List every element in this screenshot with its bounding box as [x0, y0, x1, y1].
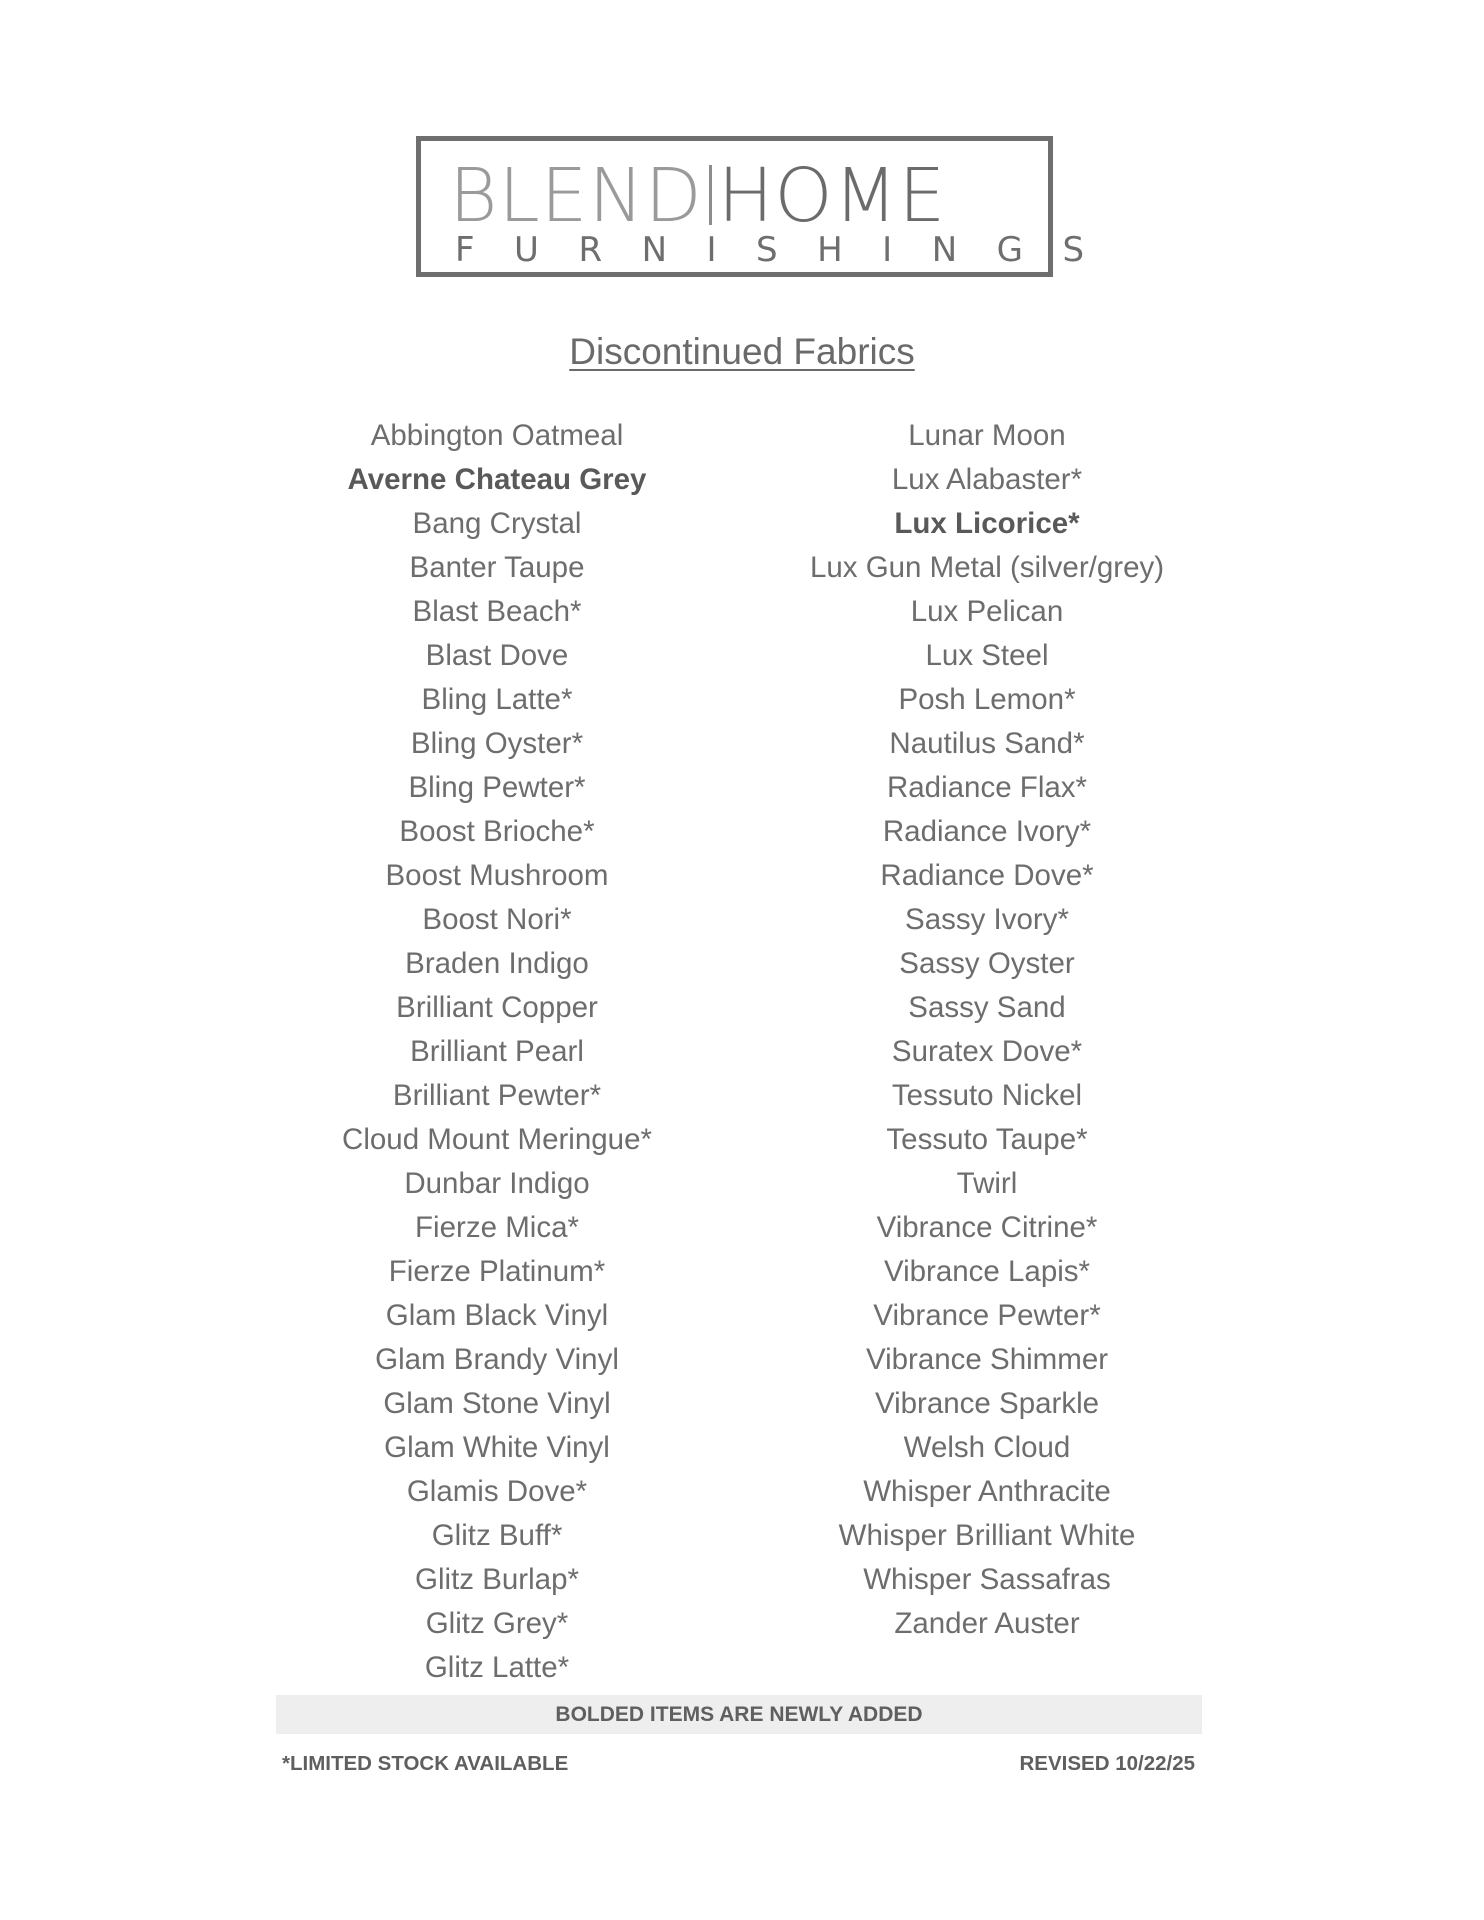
fabric-item: Lunar Moon: [908, 419, 1066, 452]
fabric-item: Fierze Mica*: [415, 1211, 579, 1244]
fabric-item: Brilliant Copper: [396, 991, 598, 1024]
new-items-banner: BOLDED ITEMS ARE NEWLY ADDED: [276, 1695, 1202, 1734]
fabric-item: Glitz Grey*: [425, 1607, 569, 1640]
fabric-item: Bling Latte*: [421, 683, 573, 716]
fabric-item: Glitz Latte*: [424, 1651, 570, 1684]
fabric-item: Tessuto Taupe*: [886, 1123, 1088, 1156]
fabric-item: Twirl: [956, 1167, 1018, 1200]
fabric-list-left: [247, 414, 747, 1690]
fabric-item: Brilliant Pearl: [410, 1035, 584, 1068]
fabric-item: Glam Brandy Vinyl: [375, 1343, 619, 1376]
fabric-item: Blast Beach*: [412, 595, 582, 628]
fabric-item: Whisper Brilliant White: [838, 1519, 1136, 1552]
fabric-item: Vibrance Pewter*: [873, 1299, 1101, 1332]
logo-word-home: HOME: [717, 153, 947, 239]
fabric-item: Sassy Sand: [908, 991, 1066, 1024]
fabric-item: Glitz Buff*: [431, 1519, 563, 1552]
fabric-item: Radiance Dove*: [880, 859, 1094, 892]
fabric-item: Boost Brioche*: [399, 815, 595, 848]
fabric-item: Sassy Ivory*: [905, 903, 1069, 936]
fabric-item: Lux Gun Metal (silver/grey): [809, 551, 1165, 584]
fabric-item: Lux Licorice*: [894, 507, 1080, 540]
fabric-item: Bling Pewter*: [408, 771, 586, 804]
logo-divider: [709, 165, 712, 225]
fabric-item: Zander Auster: [894, 1607, 1080, 1640]
brand-logo: [416, 136, 1124, 277]
fabric-item: Glam Stone Vinyl: [383, 1387, 611, 1420]
fabric-item: Bling Oyster*: [410, 727, 584, 760]
fabric-item: Radiance Ivory*: [882, 815, 1092, 848]
revision-date: REVISED 10/22/25: [1019, 1752, 1195, 1775]
fabric-item: Dunbar Indigo: [404, 1167, 590, 1200]
fabric-item: Vibrance Shimmer: [865, 1343, 1109, 1376]
fabric-item: Fierze Platinum*: [388, 1255, 606, 1288]
fabric-item: Sassy Oyster: [899, 947, 1075, 980]
fabric-item: Lux Alabaster*: [891, 463, 1083, 496]
fabric-item: Braden Indigo: [405, 947, 589, 980]
fabric-item: Lux Pelican: [910, 595, 1064, 628]
limited-stock-note: *LIMITED STOCK AVAILABLE: [282, 1752, 569, 1775]
fabric-item: Radiance Flax*: [886, 771, 1088, 804]
fabric-item: Glamis Dove*: [406, 1475, 588, 1508]
fabric-item: Averne Chateau Grey: [347, 463, 647, 496]
fabric-item: Glitz Burlap*: [415, 1563, 579, 1596]
fabric-item: Posh Lemon*: [898, 683, 1076, 716]
fabric-item: Whisper Sassafras: [863, 1563, 1111, 1596]
fabric-item: Nautilus Sand*: [889, 727, 1085, 760]
fabric-item: Boost Mushroom: [385, 859, 609, 892]
fabric-item: Welsh Cloud: [903, 1431, 1071, 1464]
logo-wordmark: [449, 153, 947, 239]
page-title: Discontinued Fabrics: [569, 331, 915, 372]
fabric-item: Abbington Oatmeal: [370, 419, 624, 452]
fabric-item: Whisper Anthracite: [863, 1475, 1111, 1508]
fabric-item: Vibrance Citrine*: [876, 1211, 1098, 1244]
logo-word-blend: BLEND: [449, 153, 703, 239]
fabric-item: Glam Black Vinyl: [385, 1299, 609, 1332]
fabric-item: Blast Dove: [425, 639, 569, 672]
fabric-item: Boost Nori*: [422, 903, 572, 936]
fabric-item: Vibrance Lapis*: [883, 1255, 1091, 1288]
logo-subtitle: FURNISHINGS: [455, 230, 1124, 270]
fabric-item: Suratex Dove*: [891, 1035, 1083, 1068]
fabric-item: Lux Steel: [925, 639, 1049, 672]
fabric-item: Brilliant Pewter*: [392, 1079, 602, 1112]
fabric-list-right: [737, 414, 1237, 1646]
fabric-item: Vibrance Sparkle: [874, 1387, 1100, 1420]
fabric-item: Bang Crystal: [412, 507, 582, 540]
fabric-item: Glam White Vinyl: [384, 1431, 610, 1464]
fabric-item: Tessuto Nickel: [891, 1079, 1083, 1112]
fabric-item: Banter Taupe: [409, 551, 585, 584]
fabric-item: Cloud Mount Meringue*: [342, 1123, 652, 1156]
